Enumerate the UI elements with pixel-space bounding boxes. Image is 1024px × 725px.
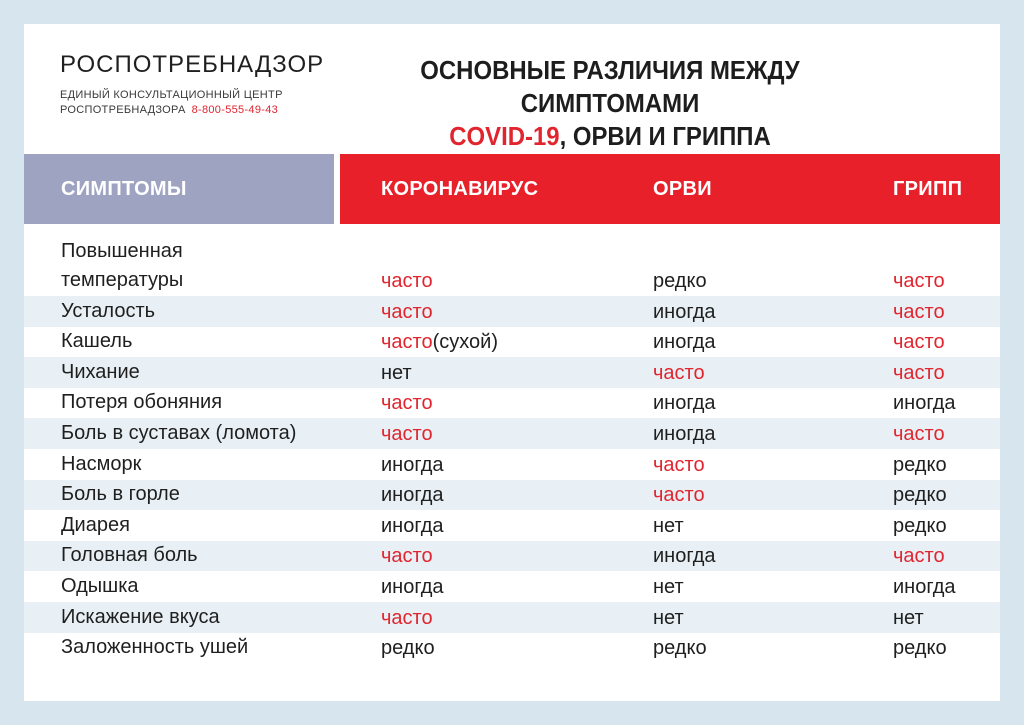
orvi-value xyxy=(653,514,684,538)
frequency-text: часто xyxy=(381,270,433,292)
frequency-text: часто xyxy=(381,606,433,629)
frequency-text: часто xyxy=(653,453,705,476)
orvi-value xyxy=(653,453,705,477)
flu-value xyxy=(893,300,945,324)
symptom-label: Искажение вкуса xyxy=(61,605,220,628)
orvi-value xyxy=(653,269,707,293)
table-row xyxy=(24,388,1000,419)
brand-block xyxy=(60,52,324,118)
frequency-text: часто xyxy=(893,331,945,354)
frequency-text: часто xyxy=(381,300,433,323)
table-row xyxy=(24,541,1000,572)
flu-value xyxy=(893,636,947,660)
table-row xyxy=(24,357,1000,388)
table-row xyxy=(24,480,1000,511)
coronavirus-value xyxy=(381,483,444,507)
title-line1: ОСНОВНЫЕ РАЗЛИЧИЯ МЕЖДУ СИМПТОМАМИ xyxy=(420,55,800,118)
frequency-text: иногда xyxy=(893,392,956,415)
symptom-table-body xyxy=(24,236,1000,663)
frequency-text: часто xyxy=(893,545,945,568)
frequency-text: редко xyxy=(653,270,707,292)
symptom-label: Заложенность ушей xyxy=(61,636,249,659)
frequency-text: часто xyxy=(381,392,433,415)
coronavirus-value xyxy=(381,514,444,538)
frequency-text: часто xyxy=(893,270,945,292)
orvi-value xyxy=(653,483,705,507)
flu-value xyxy=(893,269,945,293)
brand-name: РОСПОТРЕБНАДЗОР xyxy=(60,51,325,78)
frequency-text: нет xyxy=(653,514,684,537)
title-line2 xyxy=(352,120,867,153)
coronavirus-value xyxy=(381,269,433,293)
coronavirus-value xyxy=(381,361,412,385)
coronavirus-value xyxy=(381,636,435,660)
symptom-label-line1: Повышенная xyxy=(61,240,183,262)
coronavirus-value xyxy=(381,453,444,477)
frequency-text: нет xyxy=(653,575,684,598)
hotline-phone: 8-800-555-49-43 xyxy=(191,104,279,116)
flu-value xyxy=(893,544,945,568)
table-row xyxy=(24,571,1000,602)
orvi-value xyxy=(653,422,716,446)
table-row xyxy=(24,236,1000,296)
frequency-text: иногда xyxy=(893,575,956,598)
symptom-label: Усталость xyxy=(61,299,156,322)
orvi-value xyxy=(653,575,684,599)
symptom-label: Одышка xyxy=(61,574,139,597)
flu-value xyxy=(893,483,947,507)
frequency-text: редко xyxy=(893,453,947,476)
header-coronavirus: КОРОНАВИРУС xyxy=(381,178,539,200)
brand-sub-line2: РОСПОТРЕБНАДЗОРА xyxy=(60,104,186,116)
symptom-label-line2: температуры xyxy=(61,269,184,291)
frequency-text: редко xyxy=(381,637,435,660)
coronavirus-value xyxy=(381,544,433,568)
orvi-value xyxy=(653,330,716,354)
poster-card xyxy=(24,24,1000,701)
coronavirus-value xyxy=(381,575,444,599)
orvi-value xyxy=(653,606,684,630)
orvi-value xyxy=(653,636,707,660)
title-accent: COVID-19 xyxy=(449,121,560,151)
symptom-label: Боль в горле xyxy=(61,483,180,506)
flu-value xyxy=(893,514,947,538)
orvi-value xyxy=(653,361,705,385)
coronavirus-value xyxy=(381,606,433,630)
symptom-label: Чихание xyxy=(61,360,140,383)
coronavirus-value xyxy=(381,330,498,354)
title-line2-rest: , ОРВИ И ГРИППА xyxy=(559,121,771,151)
flu-value xyxy=(893,575,956,599)
header-symptoms: СИМПТОМЫ xyxy=(61,178,187,200)
header-flu: ГРИПП xyxy=(893,178,963,200)
table-row xyxy=(24,602,1000,633)
orvi-value xyxy=(653,300,716,324)
frequency-text: часто xyxy=(381,545,433,568)
symptom-label: Головная боль xyxy=(61,544,198,567)
symptom-label: Потеря обоняния xyxy=(61,391,223,414)
frequency-text: иногда xyxy=(653,392,716,415)
table-row xyxy=(24,296,1000,327)
table-row xyxy=(24,449,1000,480)
table-row xyxy=(24,633,1000,664)
frequency-text: редко xyxy=(893,637,947,660)
symptom-label: Диарея xyxy=(61,513,130,536)
frequency-text: иногда xyxy=(381,514,444,537)
flu-value xyxy=(893,422,945,446)
frequency-text: часто xyxy=(893,300,945,323)
symptom-label xyxy=(61,237,183,295)
frequency-text: часто xyxy=(653,361,705,384)
frequency-text: нет xyxy=(653,606,684,629)
header-orvi: ОРВИ xyxy=(653,178,712,200)
frequency-text: часто xyxy=(381,331,433,354)
frequency-text: часто xyxy=(893,422,945,445)
frequency-text: часто xyxy=(893,361,945,384)
frequency-text: иногда xyxy=(653,545,716,568)
brand-sub-line1: ЕДИНЫЙ КОНСУЛЬТАЦИОННЫЙ ЦЕНТР xyxy=(60,89,283,101)
frequency-text: часто xyxy=(653,484,705,507)
frequency-text: редко xyxy=(893,514,947,537)
frequency-text: иногда xyxy=(381,453,444,476)
coronavirus-value xyxy=(381,300,433,324)
flu-value xyxy=(893,330,945,354)
table-row xyxy=(24,510,1000,541)
frequency-text: редко xyxy=(653,637,707,660)
orvi-value xyxy=(653,391,716,415)
brand-sub-line2-wrap xyxy=(60,103,324,118)
frequency-text: иногда xyxy=(653,422,716,445)
frequency-text: иногда xyxy=(381,484,444,507)
coronavirus-value xyxy=(381,391,433,415)
symptom-label: Боль в суставах (ломота) xyxy=(61,421,297,444)
page-title xyxy=(352,54,867,153)
frequency-text: нет xyxy=(893,606,924,629)
table-row xyxy=(24,327,1000,358)
frequency-text: редко xyxy=(893,484,947,507)
frequency-text: иногда xyxy=(381,575,444,598)
table-row xyxy=(24,418,1000,449)
brand-subtitle xyxy=(60,88,324,118)
frequency-text: иногда xyxy=(653,331,716,354)
symptom-label: Кашель xyxy=(61,330,133,353)
flu-value xyxy=(893,361,945,385)
coronavirus-value xyxy=(381,422,433,446)
symptom-label: Насморк xyxy=(61,452,142,475)
flu-value xyxy=(893,606,924,630)
frequency-note: (сухой) xyxy=(432,331,498,354)
frequency-text: нет xyxy=(381,361,412,384)
table-header xyxy=(24,154,1000,224)
flu-value xyxy=(893,453,947,477)
flu-value xyxy=(893,391,956,415)
orvi-value xyxy=(653,544,716,568)
frequency-text: иногда xyxy=(653,300,716,323)
frequency-text: часто xyxy=(381,422,433,445)
